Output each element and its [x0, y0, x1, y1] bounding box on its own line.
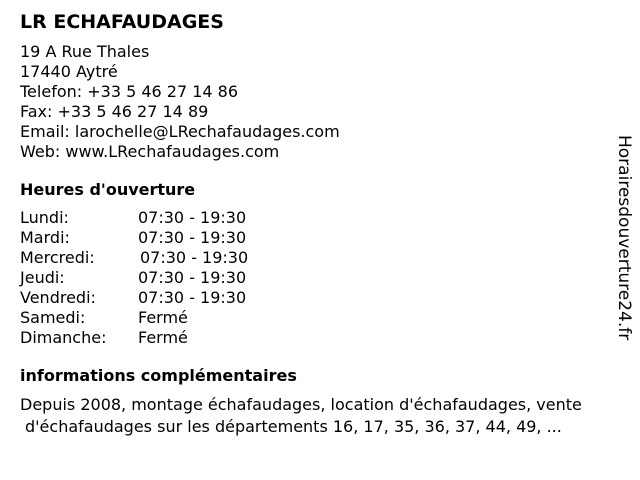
- day-label: Jeudi:: [20, 268, 65, 287]
- day-label: Samedi:: [20, 308, 86, 327]
- opening-hours-table: [20, 208, 620, 348]
- hours-row-lundi: [20, 208, 620, 228]
- day-label: Mardi:: [20, 228, 70, 247]
- day-label: Dimanche:: [20, 328, 107, 347]
- phone-number: Telefon: +33 5 46 27 14 86: [20, 82, 239, 101]
- contact-block: [20, 42, 620, 162]
- company-name: LR ECHAFAUDAGES: [20, 11, 224, 33]
- watermark-text: Horairesdouverture24.fr: [614, 135, 634, 341]
- website-address: Web: www.LRechafaudages.com: [20, 142, 280, 161]
- email-address: Email: larochelle@LRechafaudages.com: [20, 122, 340, 141]
- time-value: 07:30 - 19:30: [138, 268, 247, 287]
- opening-hours-heading: Heures d'ouverture: [20, 180, 196, 199]
- time-value: 07:30 - 19:30: [138, 288, 247, 307]
- hours-row-mardi: [20, 228, 620, 248]
- time-value: 07:30 - 19:30: [138, 208, 247, 227]
- additional-info-text: [20, 394, 620, 438]
- hours-row-dimanche: [20, 328, 620, 348]
- hours-row-jeudi: [20, 268, 620, 288]
- city-postal: 17440 Aytré: [20, 62, 118, 81]
- info-line-2: d'échafaudages sur les départements 16, 17, 35, 36, 37, 44, 49, ...: [25, 417, 562, 436]
- hours-row-samedi: [20, 308, 620, 328]
- time-value: 07:30 - 19:30: [140, 248, 249, 267]
- time-value: Fermé: [138, 328, 188, 347]
- day-label: Vendredi:: [20, 288, 96, 307]
- additional-info-heading: informations complémentaires: [20, 366, 297, 385]
- hours-row-vendredi: [20, 288, 620, 308]
- info-line-1: Depuis 2008, montage échafaudages, location d'échafaudages, vente: [20, 395, 582, 414]
- street-address: 19 A Rue Thales: [20, 42, 150, 61]
- fax-number: Fax: +33 5 46 27 14 89: [20, 102, 209, 121]
- business-info-page: [20, 10, 620, 438]
- hours-row-mercredi: [20, 248, 620, 268]
- day-label: Mercredi:: [20, 248, 95, 267]
- day-label: Lundi:: [20, 208, 69, 227]
- time-value: Fermé: [138, 308, 188, 327]
- time-value: 07:30 - 19:30: [138, 228, 247, 247]
